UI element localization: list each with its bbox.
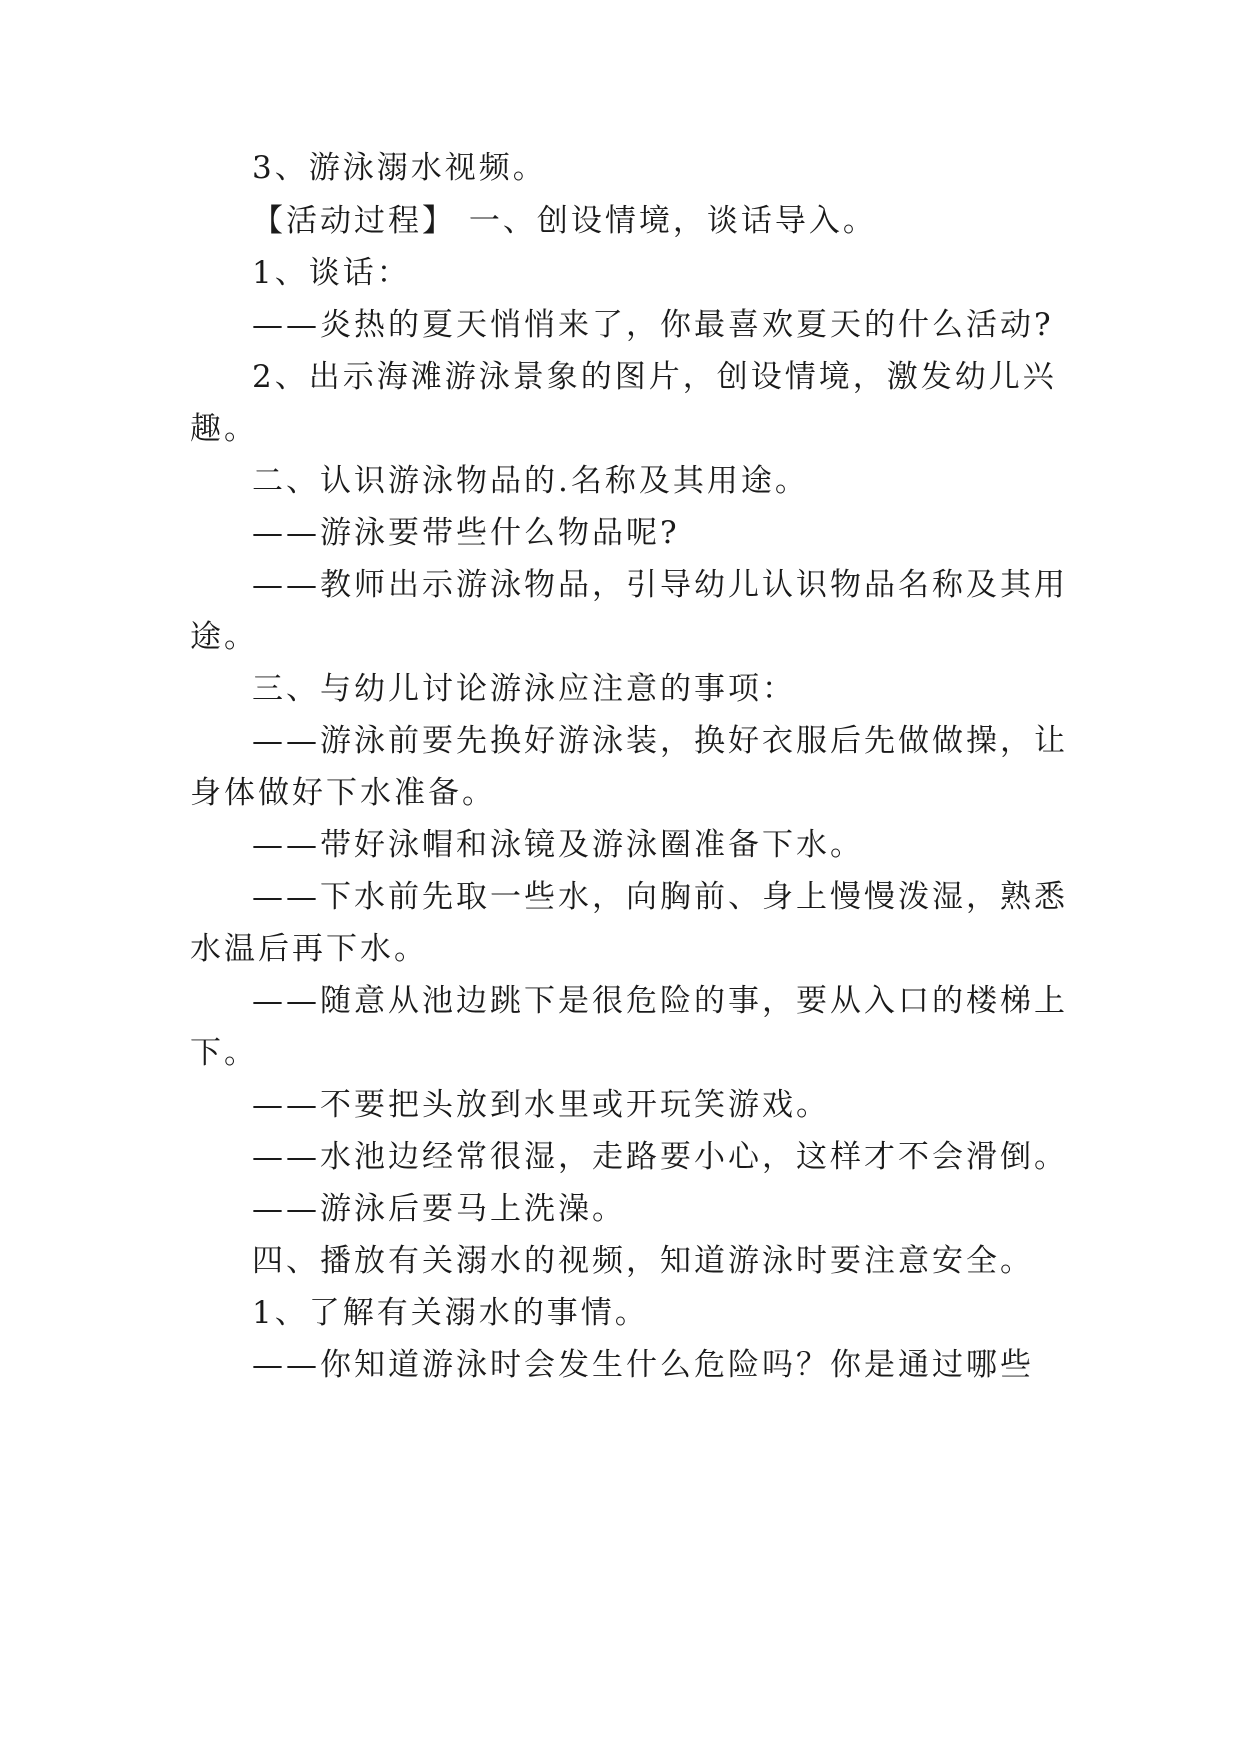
text-line: ——游泳要带些什么物品呢?: [252, 515, 680, 551]
text-line: ——水池边经常很湿，走路要小心，这样才不会滑倒。: [252, 1139, 1068, 1175]
text-line: 趣。: [190, 411, 258, 447]
text-line: 1、谈话：: [252, 255, 411, 291]
text-line: ——你知道游泳时会发生什么危险吗？你是通过哪些: [252, 1347, 1034, 1383]
text-line: 下。: [190, 1035, 258, 1071]
text-line: 二、认识游泳物品的.名称及其用途。: [252, 463, 809, 499]
text-line: 途。: [190, 619, 258, 655]
text-line: ——随意从池边跳下是很危险的事，要从入口的楼梯上: [252, 983, 1068, 1019]
text-line: 四、播放有关溺水的视频，知道游泳时要注意安全。: [252, 1243, 1034, 1279]
text-line: 3、游泳溺水视频。: [252, 150, 547, 186]
text-line: 三、与幼儿讨论游泳应注意的事项：: [252, 671, 796, 707]
text-line: ——游泳后要马上洗澡。: [252, 1191, 626, 1227]
text-line: ——教师出示游泳物品，引导幼儿认识物品名称及其用: [252, 567, 1068, 603]
text-line: ——带好泳帽和泳镜及游泳圈准备下水。: [252, 827, 864, 863]
text-line: ——不要把头放到水里或开玩笑游戏。: [252, 1087, 830, 1123]
text-line: ——游泳前要先换好游泳装，换好衣服后先做做操，让: [252, 723, 1068, 759]
text-line: ——下水前先取一些水，向胸前、身上慢慢泼湿，熟悉: [252, 879, 1068, 915]
text-line: 【活动过程】 一、创设情境，谈话导入。: [252, 203, 877, 239]
text-line: 1、了解有关溺水的事情。: [252, 1295, 649, 1331]
text-line: 水温后再下水。: [190, 931, 428, 967]
text-line: ——炎热的夏天悄悄来了，你最喜欢夏天的什么活动?: [252, 307, 1054, 343]
text-line: 2、出示海滩游泳景象的图片，创设情境，激发幼儿兴: [252, 359, 1057, 395]
text-line: 身体做好下水准备。: [190, 775, 496, 811]
